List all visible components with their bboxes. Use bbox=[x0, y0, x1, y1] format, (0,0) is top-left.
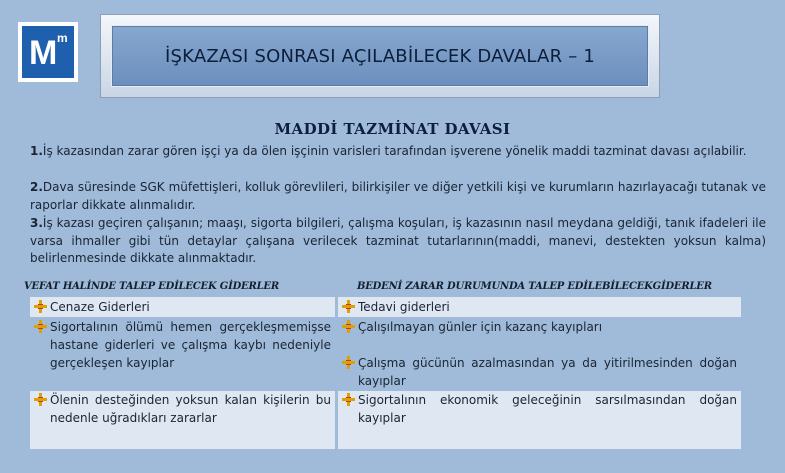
paragraph-number: 1. bbox=[30, 144, 43, 158]
plus-bullet-icon bbox=[34, 320, 47, 333]
paragraph-2 bbox=[30, 179, 766, 214]
paragraph-number: 3. bbox=[30, 216, 43, 230]
logo-superscript: m bbox=[57, 31, 68, 45]
list-item: Sigortalının ekonomik geleceğinin sarsılmasından doğan kayıplar bbox=[358, 393, 737, 425]
paragraph-3 bbox=[30, 215, 766, 268]
plus-bullet-icon bbox=[34, 300, 47, 313]
list-item: Tedavi giderleri bbox=[358, 300, 450, 314]
paragraph-text: İş kazası geçiren çalışanın; maaşı, sigorta bilgileri, çalışma koşuları, iş kazasının nasıl meydana geldiği, tanık ifadeleri ile varsa ihmaller gibi tün detaylar çalışana verilecek tazminat tutarlarının(maddi, manevi, destekten yoksun kalma) belirlenmesinde dikkate alınmaktadır. bbox=[30, 216, 766, 265]
plus-bullet-icon bbox=[342, 356, 355, 369]
plus-bullet-icon bbox=[342, 300, 355, 313]
left-column-header: VEFAT HALİNDE TALEP EDİLECEK GİDERLER bbox=[24, 281, 279, 292]
logo-letter: M bbox=[29, 34, 58, 72]
plus-bullet-icon bbox=[342, 320, 355, 333]
left-cell-1 bbox=[30, 297, 335, 317]
right-cell-2 bbox=[338, 318, 741, 390]
right-cell-3 bbox=[338, 391, 741, 449]
left-cell-2 bbox=[30, 318, 335, 390]
paragraph-text: Dava süresinde SGK müfettişleri, kolluk görevlileri, bilirkişiler ve diğer yetkili kişi ve kurumların hazırlayacağı tutanak ve raporlar dikkate alınmalıdır. bbox=[30, 180, 766, 212]
right-cell-1 bbox=[338, 297, 741, 317]
paragraph-number: 2. bbox=[30, 180, 43, 194]
list-item: Ölenin desteğinden yoksun kalan kişilerin bu nedenle uğradıkları zararlar bbox=[50, 393, 331, 425]
list-item: Cenaze Giderleri bbox=[50, 300, 150, 314]
list-item: Çalışılmayan günler için kazanç kayıpları bbox=[358, 320, 603, 334]
plus-bullet-icon bbox=[34, 393, 47, 406]
page-title: İŞKAZASI SONRASI AÇILABİLECEK DAVALAR – 1 bbox=[165, 45, 595, 67]
paragraph-text: İş kazasından zarar gören işçi ya da ölen işçinin varisleri tarafından işverene yönelik maddi tazminat davası açılabilir. bbox=[42, 144, 747, 158]
plus-bullet-icon bbox=[342, 393, 355, 406]
logo-mark bbox=[22, 26, 74, 78]
section-title: MADDİ TAZMİNAT DAVASI bbox=[274, 120, 511, 138]
logo bbox=[18, 22, 78, 82]
left-cell-3 bbox=[30, 391, 335, 449]
list-item: Çalışma gücünün azalmasından ya da yitirilmesinden doğan kayıplar bbox=[358, 356, 737, 388]
title-frame bbox=[100, 14, 660, 98]
list-item: Sigortalının ölümü hemen gerçekleşmemişse hastane giderleri ve çalışma kaybı nedeniyle gerçekleşen kayıplar bbox=[50, 320, 331, 370]
paragraph-1 bbox=[30, 143, 766, 161]
right-column-header: BEDENİ ZARAR DURUMUNDA TALEP EDİLEBİLECEKGİDERLER bbox=[357, 281, 712, 292]
title-panel bbox=[112, 26, 648, 86]
